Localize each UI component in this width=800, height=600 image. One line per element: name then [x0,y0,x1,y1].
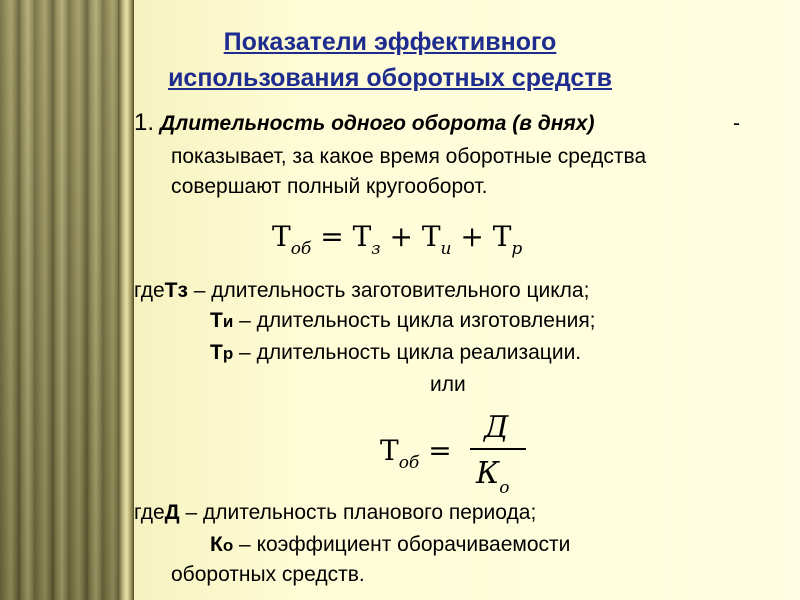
or-text: или [430,373,466,396]
fraction-denominator: $К_о$ [476,456,510,498]
item-desc-line2: совершают полный кругооборот. [171,175,488,198]
item-dash: - [733,112,740,135]
legend-ko: Ко – коэффициент оборачиваемости [210,533,571,556]
formula-duration-alt: $Т_{об}$ = [380,434,452,473]
legend-ti: Ти – длительность цикла изготовления; [210,309,596,332]
slide-title-line2: использования оборотных средств [168,64,612,92]
legend-tr: Тр – длительность цикла реализации. [210,341,582,364]
item-desc-line1: показывает, за какое время оборотные средства [171,145,647,168]
legend-tz: гдеТз – длительность заготовительного цикла; [134,279,590,302]
item-number: 1. [134,109,155,136]
fraction-line [470,448,526,450]
formula-duration: $Т_{об} = Т_з + Т_и + Т_р$ [272,220,523,259]
fraction-numerator: Д [484,410,509,445]
legend-ko-cont: оборотных средств. [171,563,365,586]
slide-title-line1: Показатели эффективного [223,28,557,56]
legend-d: гдеД – длительность планового периода; [134,501,537,524]
item-heading: Длительность одного оборота (в днях) [160,112,595,135]
